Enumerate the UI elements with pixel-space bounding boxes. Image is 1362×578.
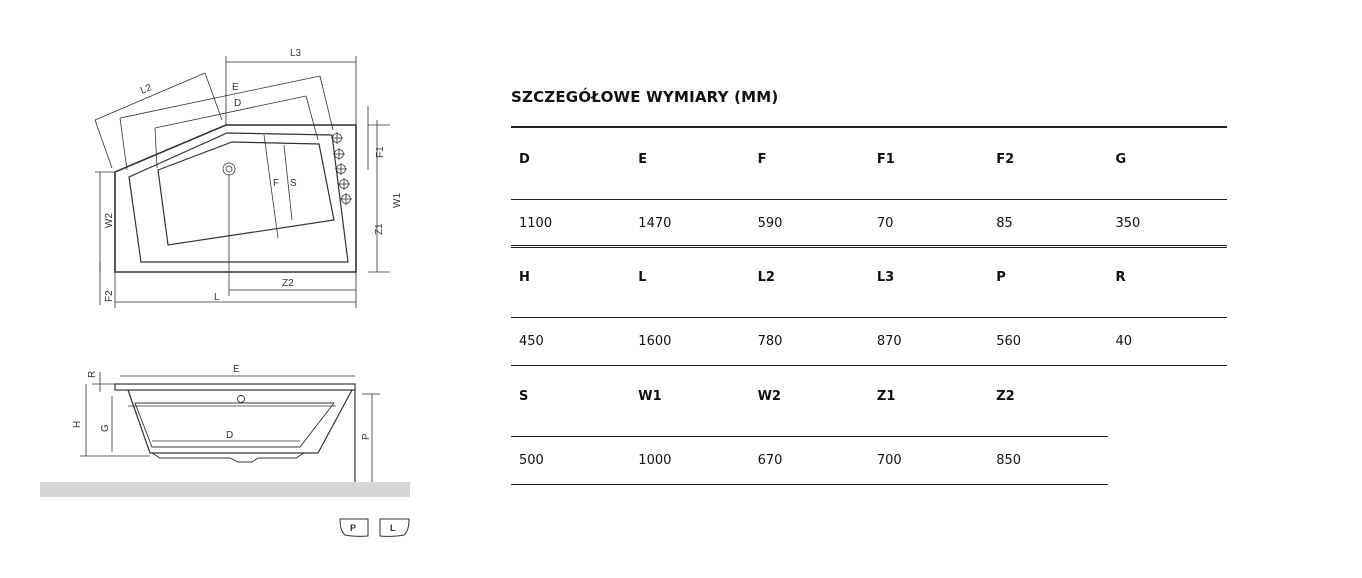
spec-value: 1100 xyxy=(519,216,553,231)
spec-heading: SZCZEGÓŁOWE WYMIARY (MM) xyxy=(511,88,779,106)
spec-group-3 xyxy=(511,365,1108,485)
spec-label: P xyxy=(996,270,1006,285)
svg-text:R: R xyxy=(87,370,98,378)
spec-label: Z1 xyxy=(876,389,896,404)
svg-text:L3: L3 xyxy=(290,48,302,59)
svg-text:F: F xyxy=(273,178,280,189)
spec-value-row xyxy=(511,200,1227,248)
spec-label: L2 xyxy=(757,270,775,285)
section-dimension-labels xyxy=(72,364,372,441)
spec-value: 1000 xyxy=(638,453,672,468)
spec-value: 670 xyxy=(757,453,783,468)
spec-label: W2 xyxy=(757,389,781,404)
svg-text:D: D xyxy=(234,98,242,109)
svg-text:W2: W2 xyxy=(104,213,115,228)
spec-label: E xyxy=(638,152,648,167)
svg-text:G: G xyxy=(100,424,111,432)
spec-label-row xyxy=(511,245,1227,318)
spec-label: L3 xyxy=(876,270,895,285)
spec-label: F2 xyxy=(996,152,1015,167)
svg-text:Z2: Z2 xyxy=(282,278,294,289)
spec-label: S xyxy=(519,389,529,404)
spec-label: L xyxy=(638,270,647,285)
section-tub-body xyxy=(128,390,352,453)
spec-value: 850 xyxy=(996,453,1022,468)
drain-icon xyxy=(223,163,235,175)
svg-text:Z1: Z1 xyxy=(374,223,385,235)
svg-text:F2: F2 xyxy=(104,290,115,302)
plan-details xyxy=(95,56,390,308)
spec-value: 40 xyxy=(1115,334,1133,349)
svg-text:P: P xyxy=(361,433,372,440)
section-basin xyxy=(135,403,334,447)
svg-text:S: S xyxy=(290,178,297,189)
spec-label-row xyxy=(511,365,1108,437)
bathtub-technical-drawing xyxy=(0,0,500,578)
spec-label: F1 xyxy=(876,152,895,167)
variant-p-badge xyxy=(340,519,368,536)
section-view xyxy=(115,384,355,482)
svg-text:H: H xyxy=(72,420,83,428)
spec-group-2 xyxy=(511,245,1227,366)
svg-text:W1: W1 xyxy=(392,193,403,208)
spec-value: 350 xyxy=(1115,216,1141,231)
spec-value: 700 xyxy=(876,453,902,468)
spec-value: 70 xyxy=(876,216,894,231)
tap-holes-icon xyxy=(331,132,352,205)
floor-surface xyxy=(40,482,410,497)
svg-text:E: E xyxy=(232,82,239,93)
svg-text:L: L xyxy=(390,523,396,533)
plan-view xyxy=(115,125,356,272)
spec-value: 590 xyxy=(757,216,783,231)
spec-label: R xyxy=(1115,270,1126,285)
plan-basin-floor xyxy=(158,142,334,245)
spec-value: 1600 xyxy=(638,334,672,349)
spec-label: D xyxy=(519,152,530,167)
spec-value: 560 xyxy=(996,334,1022,349)
spec-value: 780 xyxy=(757,334,783,349)
svg-text:D: D xyxy=(226,430,234,441)
variant-l-badge xyxy=(380,519,409,536)
spec-label-row xyxy=(511,126,1227,200)
spec-value-row xyxy=(511,318,1227,366)
spec-value: 1470 xyxy=(638,216,672,231)
svg-text:E: E xyxy=(233,364,240,375)
overflow-icon xyxy=(238,396,245,403)
svg-text:P: P xyxy=(350,523,357,533)
svg-text:L: L xyxy=(214,292,220,303)
spec-label: W1 xyxy=(638,389,662,404)
spec-value-row xyxy=(511,437,1108,485)
spec-group-1 xyxy=(511,126,1227,248)
spec-value: 870 xyxy=(876,334,902,349)
svg-text:F1: F1 xyxy=(375,146,386,158)
section-dimensions xyxy=(80,372,380,482)
spec-value: 85 xyxy=(996,216,1013,231)
spec-value: 500 xyxy=(519,453,544,468)
spec-label: H xyxy=(519,270,530,285)
section-rim xyxy=(115,384,355,390)
spec-label: G xyxy=(1115,152,1127,167)
plan-dimension-labels xyxy=(104,48,403,303)
spec-label: F xyxy=(757,152,767,167)
spec-label: Z2 xyxy=(996,389,1015,404)
svg-text:L2: L2 xyxy=(138,82,154,97)
spec-value: 450 xyxy=(519,334,544,349)
